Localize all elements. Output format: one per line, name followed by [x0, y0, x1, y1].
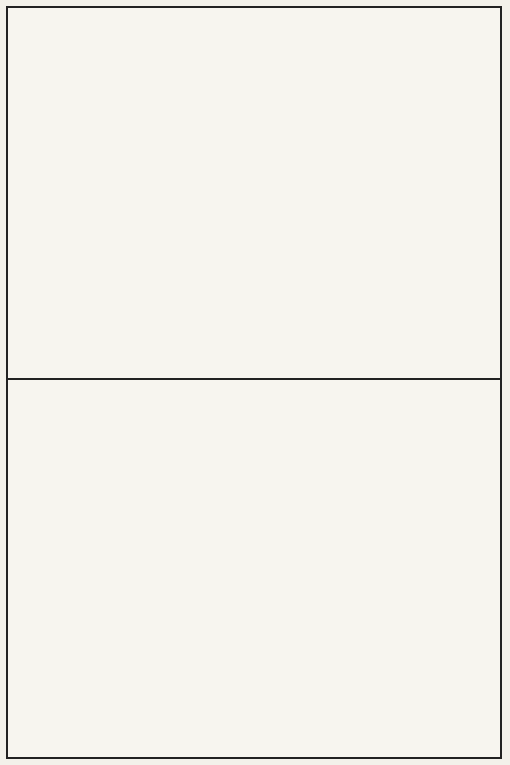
half-divider [6, 378, 502, 380]
bottom-half [8, 386, 498, 754]
top-half [8, 8, 498, 376]
